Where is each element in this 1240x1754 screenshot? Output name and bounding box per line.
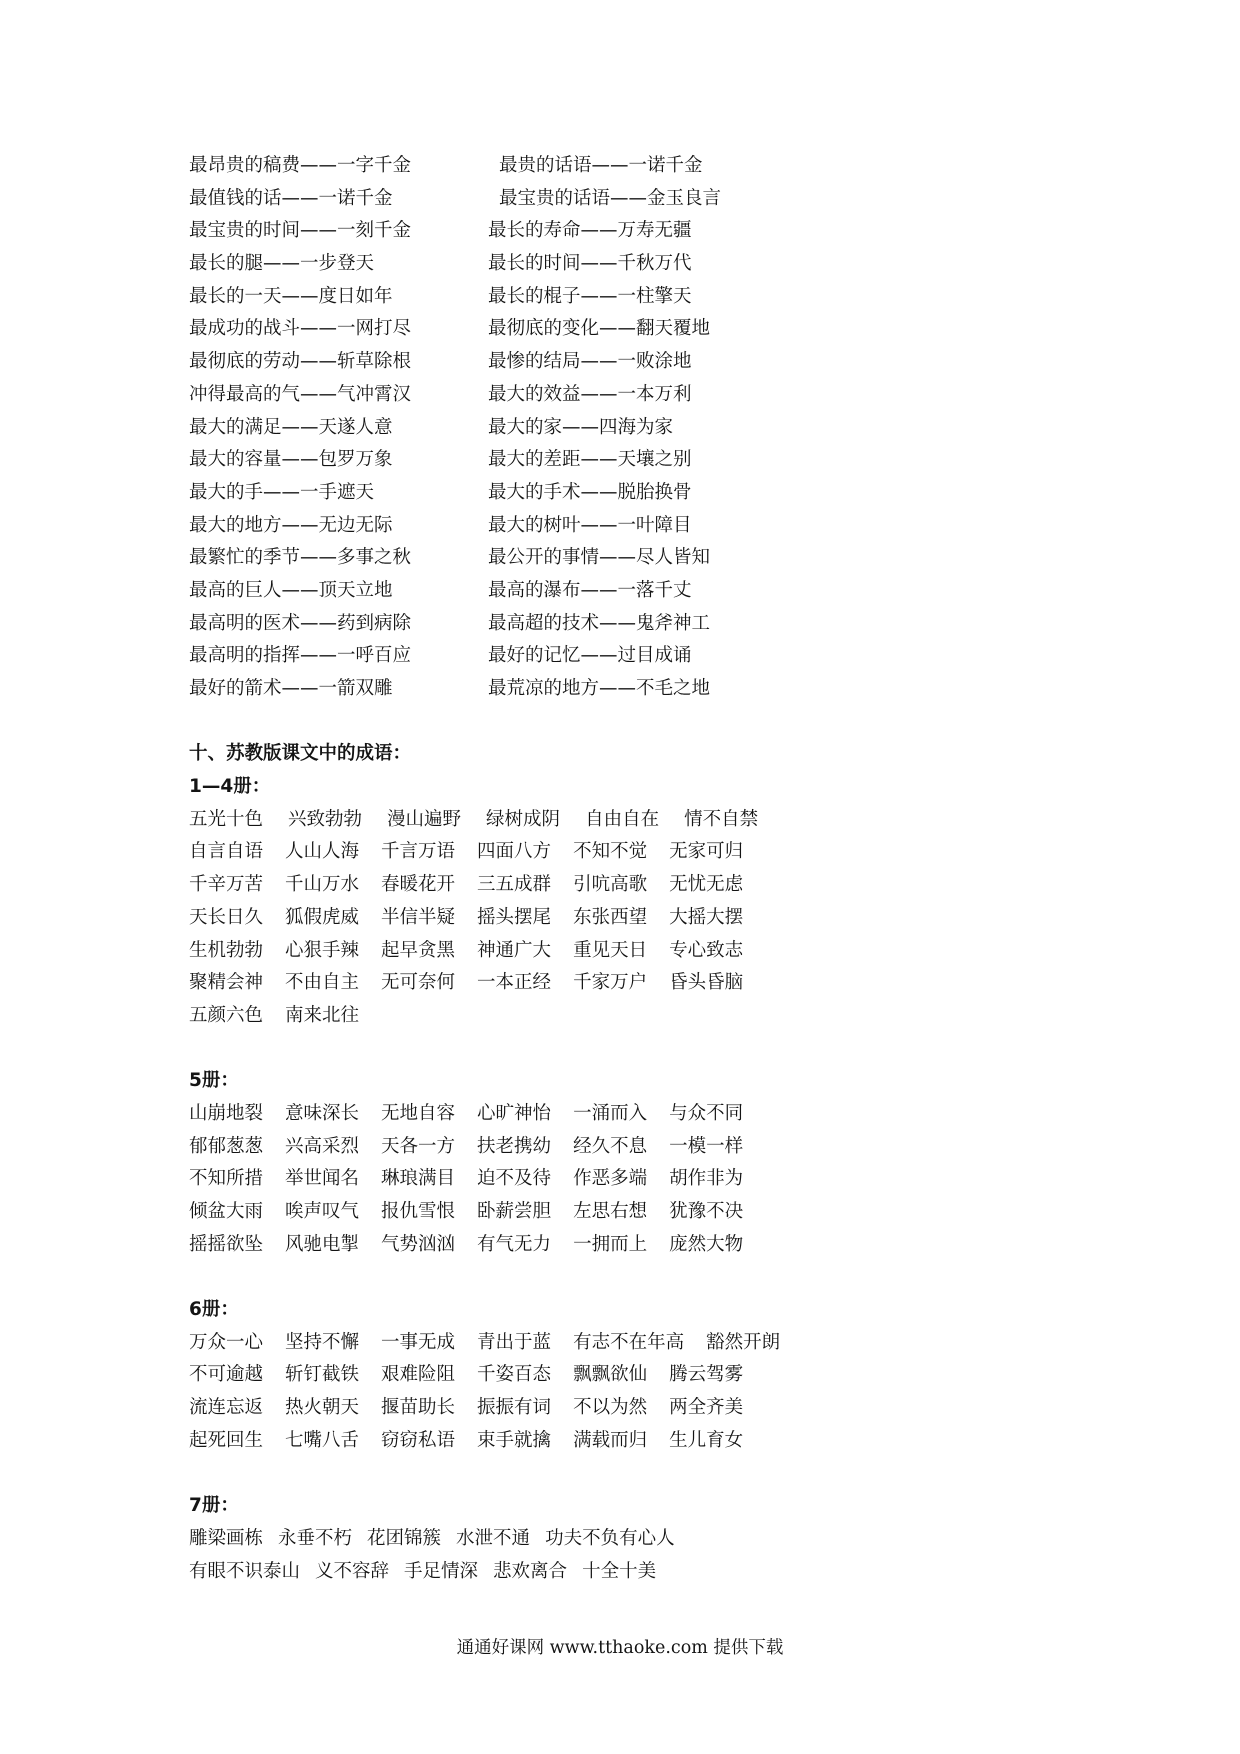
pair-right: 最荒凉的地方——不毛之地 <box>488 678 711 699</box>
idiom-row <box>189 1523 1189 1556</box>
idiom: 有气无力 <box>477 1233 552 1255</box>
pair-row <box>189 640 1189 673</box>
idiom: 情不自禁 <box>684 808 759 830</box>
idiom: 春暖花开 <box>381 874 456 896</box>
pair-left: 最长的腿——一步登天 <box>189 253 375 275</box>
pair-left: 最大的满足——天遂人意 <box>189 416 393 438</box>
pair-left: 最长的一天——度日如年 <box>189 285 393 307</box>
pair-row <box>189 477 1189 510</box>
idiom: 千言万语 <box>381 841 456 863</box>
idiom: 艰难险阻 <box>381 1364 456 1386</box>
superlative-idiom-list <box>189 150 1189 706</box>
idiom: 狐假虎威 <box>285 906 360 928</box>
idiom: 有志不在年高 <box>573 1331 685 1353</box>
pair-left: 最大的地方——无边无际 <box>189 514 393 536</box>
idiom: 悲欢离合 <box>493 1560 568 1582</box>
idiom-group-6 <box>189 1294 1189 1457</box>
group-label: 5册： <box>189 1070 239 1092</box>
idiom: 报仇雪恨 <box>381 1201 456 1222</box>
idiom: 神通广大 <box>477 939 552 961</box>
idiom: 琳琅满目 <box>381 1168 456 1190</box>
pair-left: 最繁忙的季节——多事之秋 <box>189 547 412 569</box>
idiom: 引吭高歌 <box>573 874 648 896</box>
idiom: 无地自容 <box>381 1102 456 1124</box>
idiom: 无忧无虑 <box>669 874 744 896</box>
idiom: 不知所措 <box>189 1168 264 1190</box>
idiom: 天长日久 <box>189 906 264 928</box>
pair-row <box>189 313 1189 346</box>
idiom: 水泄不通 <box>456 1527 531 1549</box>
idiom: 五颜六色 <box>189 1004 264 1026</box>
idiom: 坚持不懈 <box>285 1331 360 1353</box>
idiom: 不知不觉 <box>573 841 648 863</box>
idiom: 揠苗助长 <box>381 1397 456 1419</box>
idiom: 气势汹汹 <box>381 1233 456 1255</box>
idiom: 三五成群 <box>477 874 552 896</box>
pair-row <box>189 215 1189 248</box>
group-label: 6册： <box>189 1299 239 1321</box>
idiom: 一模一样 <box>669 1135 744 1157</box>
group-label: 1—4册： <box>189 776 271 798</box>
pair-left: 最高的巨人——顶天立地 <box>189 579 393 601</box>
idiom: 绿树成阴 <box>486 808 561 830</box>
idiom-row <box>189 1000 1189 1033</box>
idiom: 雕梁画栋 <box>189 1527 264 1549</box>
idiom-row <box>189 1163 1189 1196</box>
pair-left: 最好的箭术——一箭双雕 <box>189 678 393 699</box>
pair-left: 最高明的医术——药到病除 <box>189 612 412 634</box>
idiom: 经久不息 <box>573 1135 648 1157</box>
idiom: 不可逾越 <box>189 1364 264 1386</box>
pair-row <box>189 379 1189 412</box>
idiom: 振振有词 <box>477 1397 552 1419</box>
pair-right: 最公开的事情——尽人皆知 <box>488 547 711 569</box>
idiom: 两全齐美 <box>669 1397 744 1419</box>
pair-left: 最大的容量——包罗万象 <box>189 449 393 471</box>
pair-right: 最大的树叶——一叶障目 <box>488 514 692 536</box>
idiom: 漫山遍野 <box>387 808 462 830</box>
idiom-group-5 <box>189 1065 1189 1261</box>
pair-row <box>189 444 1189 477</box>
pair-row <box>189 281 1189 314</box>
pair-left: 最值钱的话——一诺千金 <box>189 187 393 209</box>
idiom: 窃窃私语 <box>381 1429 456 1451</box>
idiom: 庞然大物 <box>669 1233 744 1255</box>
pair-left: 最大的手——一手遮天 <box>189 481 375 503</box>
pair-right: 最彻底的变化——翻天覆地 <box>488 318 711 340</box>
idiom: 摇摇欲坠 <box>189 1233 264 1255</box>
idiom: 山崩地裂 <box>189 1102 264 1124</box>
idiom: 不以为然 <box>573 1397 648 1419</box>
idiom: 昏头昏脑 <box>669 972 744 994</box>
idiom: 无可奈何 <box>381 972 456 994</box>
pair-row <box>189 608 1189 641</box>
idiom: 倾盆大雨 <box>189 1201 264 1222</box>
idiom: 聚精会神 <box>189 972 264 994</box>
idiom: 无家可归 <box>669 841 744 863</box>
pair-right: 最好的记忆——过目成诵 <box>488 645 692 667</box>
idiom: 生儿育女 <box>669 1429 744 1451</box>
idiom: 束手就擒 <box>477 1429 552 1451</box>
idiom: 流连忘返 <box>189 1397 264 1419</box>
pair-right: 最宝贵的话语——金玉良言 <box>499 187 722 209</box>
idiom-row <box>189 1359 1189 1392</box>
idiom-row <box>189 1556 1189 1589</box>
pair-right: 最大的差距——天壤之别 <box>488 449 692 471</box>
idiom-row <box>189 1229 1189 1262</box>
idiom: 起死回生 <box>189 1429 264 1451</box>
idiom: 功夫不负有心人 <box>545 1527 675 1549</box>
idiom: 万众一心 <box>189 1331 264 1353</box>
pair-row <box>189 248 1189 281</box>
pair-left: 冲得最高的气——气冲霄汉 <box>189 383 412 405</box>
pair-row <box>189 412 1189 445</box>
idiom: 花团锦簇 <box>367 1527 442 1549</box>
idiom: 兴致勃勃 <box>288 808 363 830</box>
pair-right: 最长的棍子——一柱擎天 <box>488 285 692 307</box>
idiom: 作恶多端 <box>573 1168 648 1190</box>
idiom: 千辛万苦 <box>189 874 264 896</box>
idiom: 与众不同 <box>669 1102 744 1124</box>
idiom: 风驰电掣 <box>285 1233 360 1255</box>
idiom: 自言自语 <box>189 841 264 863</box>
idiom: 意味深长 <box>285 1102 360 1124</box>
idiom: 专心致志 <box>669 939 744 961</box>
pair-row <box>189 150 1189 183</box>
idiom: 左思右想 <box>573 1201 648 1222</box>
idiom-row <box>189 902 1189 935</box>
idiom: 有眼不识泰山 <box>189 1560 301 1582</box>
pair-row <box>189 183 1189 216</box>
idiom: 扶老携幼 <box>477 1135 552 1157</box>
pair-right: 最大的效益——一本万利 <box>488 383 692 405</box>
idiom: 人山人海 <box>285 841 360 863</box>
pair-left: 最成功的战斗——一网打尽 <box>189 318 412 340</box>
idiom: 摇头摆尾 <box>477 906 552 928</box>
idiom: 手足情深 <box>404 1560 479 1582</box>
pair-row <box>189 542 1189 575</box>
idiom: 千家万户 <box>573 972 648 994</box>
idiom: 东张西望 <box>573 906 648 928</box>
footer-download-note: 通通好课网 www.tthaoke.com 提供下载 <box>456 1638 784 1658</box>
idiom: 重见天日 <box>573 939 648 961</box>
pair-right: 最高的瀑布——一落千丈 <box>488 579 692 601</box>
idiom: 唉声叹气 <box>285 1201 360 1222</box>
idiom: 义不容辞 <box>315 1560 390 1582</box>
idiom: 千姿百态 <box>477 1364 552 1386</box>
idiom: 生机勃勃 <box>189 939 264 961</box>
idiom: 举世闻名 <box>285 1168 360 1190</box>
pair-row <box>189 346 1189 379</box>
idiom-row <box>189 836 1189 869</box>
pair-right: 最惨的结局——一败涂地 <box>488 351 692 373</box>
idiom-row <box>189 804 1189 837</box>
idiom: 一拥而上 <box>573 1233 648 1255</box>
idiom: 不由自主 <box>285 972 360 994</box>
section-heading: 十、苏教版课文中的成语： <box>189 743 412 765</box>
idiom: 南来北往 <box>285 1004 360 1026</box>
idiom: 起早贪黑 <box>381 939 456 961</box>
idiom: 一涌而入 <box>573 1102 648 1124</box>
idiom-row <box>189 935 1189 968</box>
document-body <box>189 150 1189 1588</box>
pair-right: 最高超的技术——鬼斧神工 <box>488 612 711 634</box>
idiom: 心旷神怡 <box>477 1102 552 1124</box>
spacer <box>189 706 1189 739</box>
pair-left: 最彻底的劳动——斩草除根 <box>189 351 412 373</box>
idiom: 五光十色 <box>189 808 264 830</box>
pair-left: 最昂贵的稿费——一字千金 <box>189 155 412 176</box>
idiom: 腾云驾雾 <box>669 1364 744 1386</box>
idiom-row <box>189 1425 1189 1458</box>
pair-right: 最贵的话语——一诺千金 <box>499 155 703 176</box>
idiom: 满载而归 <box>573 1429 648 1451</box>
pair-left: 最高明的指挥——一呼百应 <box>189 645 412 667</box>
idiom: 半信半疑 <box>381 906 456 928</box>
idiom: 迫不及待 <box>477 1168 552 1190</box>
idiom: 飘飘欲仙 <box>573 1364 648 1386</box>
idiom-group-7 <box>189 1490 1189 1588</box>
spacer <box>189 1458 1189 1491</box>
idiom: 天各一方 <box>381 1135 456 1157</box>
idiom: 四面八方 <box>477 841 552 863</box>
idiom: 青出于蓝 <box>477 1331 552 1353</box>
pair-right: 最大的手术——脱胎换骨 <box>488 481 692 503</box>
idiom-row <box>189 1131 1189 1164</box>
idiom: 郁郁葱葱 <box>189 1135 264 1157</box>
idiom: 心狠手辣 <box>285 939 360 961</box>
idiom-row <box>189 869 1189 902</box>
idiom: 一事无成 <box>381 1331 456 1353</box>
group-label: 7册： <box>189 1495 239 1517</box>
idiom: 胡作非为 <box>669 1168 744 1190</box>
pair-right: 最长的寿命——万寿无疆 <box>488 220 692 242</box>
idiom-row <box>189 1098 1189 1131</box>
pair-row <box>189 673 1189 706</box>
idiom: 大摇大摆 <box>669 906 744 928</box>
idiom: 一本正经 <box>477 972 552 994</box>
pair-right: 最大的家——四海为家 <box>488 416 674 438</box>
idiom: 自由自在 <box>585 808 660 830</box>
pair-row <box>189 575 1189 608</box>
pair-left: 最宝贵的时间——一刻千金 <box>189 220 412 242</box>
idiom: 热火朝天 <box>285 1397 360 1419</box>
idiom: 永垂不朽 <box>278 1527 353 1549</box>
spacer <box>189 1033 1189 1066</box>
idiom: 犹豫不决 <box>669 1201 744 1222</box>
spacer <box>189 1261 1189 1294</box>
idiom-row <box>189 1392 1189 1425</box>
idiom: 十全十美 <box>582 1560 657 1582</box>
pair-row <box>189 510 1189 543</box>
idiom-row <box>189 1327 1189 1360</box>
idiom: 卧薪尝胆 <box>477 1201 552 1222</box>
pair-right: 最长的时间——千秋万代 <box>488 253 692 275</box>
idiom: 豁然开朗 <box>706 1331 781 1353</box>
idiom: 兴高采烈 <box>285 1135 360 1157</box>
idiom: 千山万水 <box>285 874 360 896</box>
idiom-row <box>189 967 1189 1000</box>
idiom-group-1-4 <box>189 771 1189 1033</box>
idiom: 斩钉截铁 <box>285 1364 360 1386</box>
idiom: 七嘴八舌 <box>285 1429 360 1451</box>
idiom-row <box>189 1196 1189 1229</box>
